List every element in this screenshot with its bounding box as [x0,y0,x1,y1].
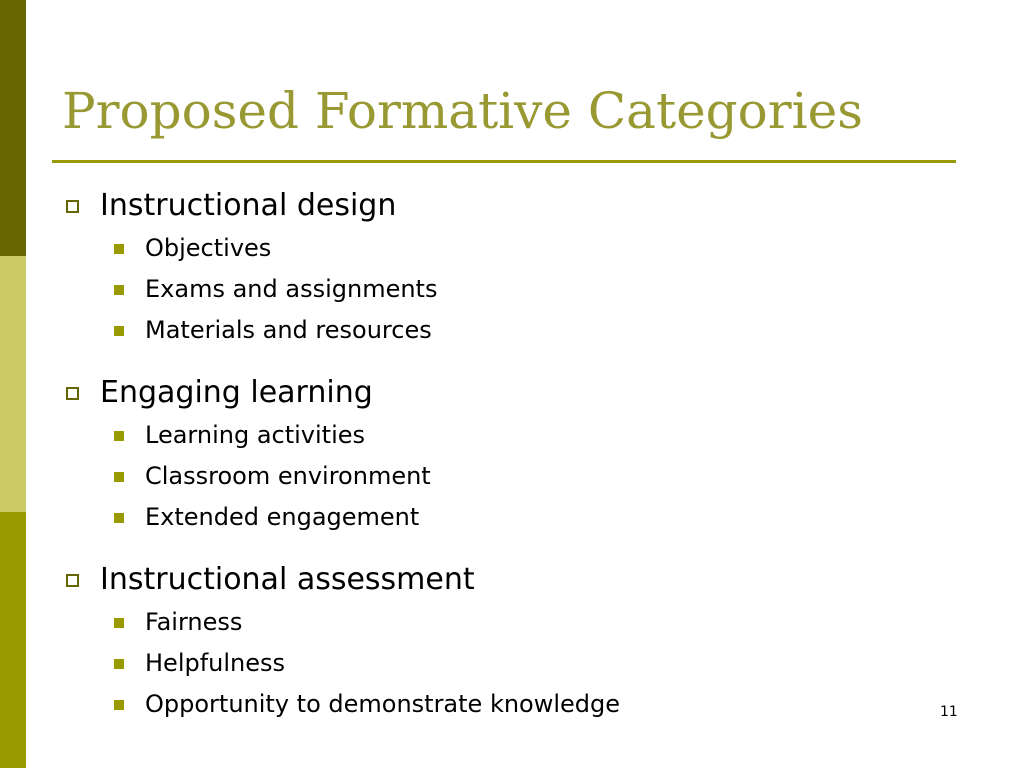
sub-bullet-text: Extended engagement [145,503,420,531]
square-bullet-icon [114,244,124,254]
sub-bullet [62,228,922,269]
hollow-square-bullet-icon [66,200,79,213]
square-bullet-icon [114,700,124,710]
section-heading-text: Engaging learning [100,375,373,410]
sub-bullet [62,643,922,684]
sidebar-stripe-middle [0,256,26,512]
sidebar-stripe-bottom [0,512,26,768]
title-underline [52,160,956,163]
sub-bullet [62,497,922,538]
bullet-list [62,184,922,745]
sub-bullet [62,310,922,351]
sidebar-stripe-top [0,0,26,256]
square-bullet-icon [114,659,124,669]
sub-bullet [62,684,922,725]
square-bullet-icon [114,472,124,482]
square-bullet-icon [114,326,124,336]
sub-bullet [62,269,922,310]
section-heading [62,371,922,415]
square-bullet-icon [114,513,124,523]
page-number: 11 [940,704,958,720]
square-bullet-icon [114,285,124,295]
section-heading [62,558,922,602]
sub-bullet-text: Helpfulness [145,649,286,677]
section-heading-text: Instructional design [100,188,397,223]
section-instructional-assessment [62,558,922,725]
square-bullet-icon [114,618,124,628]
sub-bullet-text: Objectives [145,234,272,262]
sub-bullet-text: Fairness [145,608,243,636]
slide-title: Proposed Formative Categories [62,82,863,140]
sub-bullet-text: Exams and assignments [145,275,438,303]
hollow-square-bullet-icon [66,574,79,587]
section-heading [62,184,922,228]
sub-bullet [62,415,922,456]
sub-bullet-text: Learning activities [145,421,366,449]
sub-bullet [62,602,922,643]
section-engaging-learning [62,371,922,538]
square-bullet-icon [114,431,124,441]
sub-bullet-text: Opportunity to demonstrate knowledge [145,690,621,718]
sub-bullet [62,456,922,497]
sub-bullet-text: Materials and resources [145,316,432,344]
hollow-square-bullet-icon [66,387,79,400]
sub-bullet-text: Classroom environment [145,462,431,490]
section-instructional-design [62,184,922,351]
section-heading-text: Instructional assessment [100,562,475,597]
